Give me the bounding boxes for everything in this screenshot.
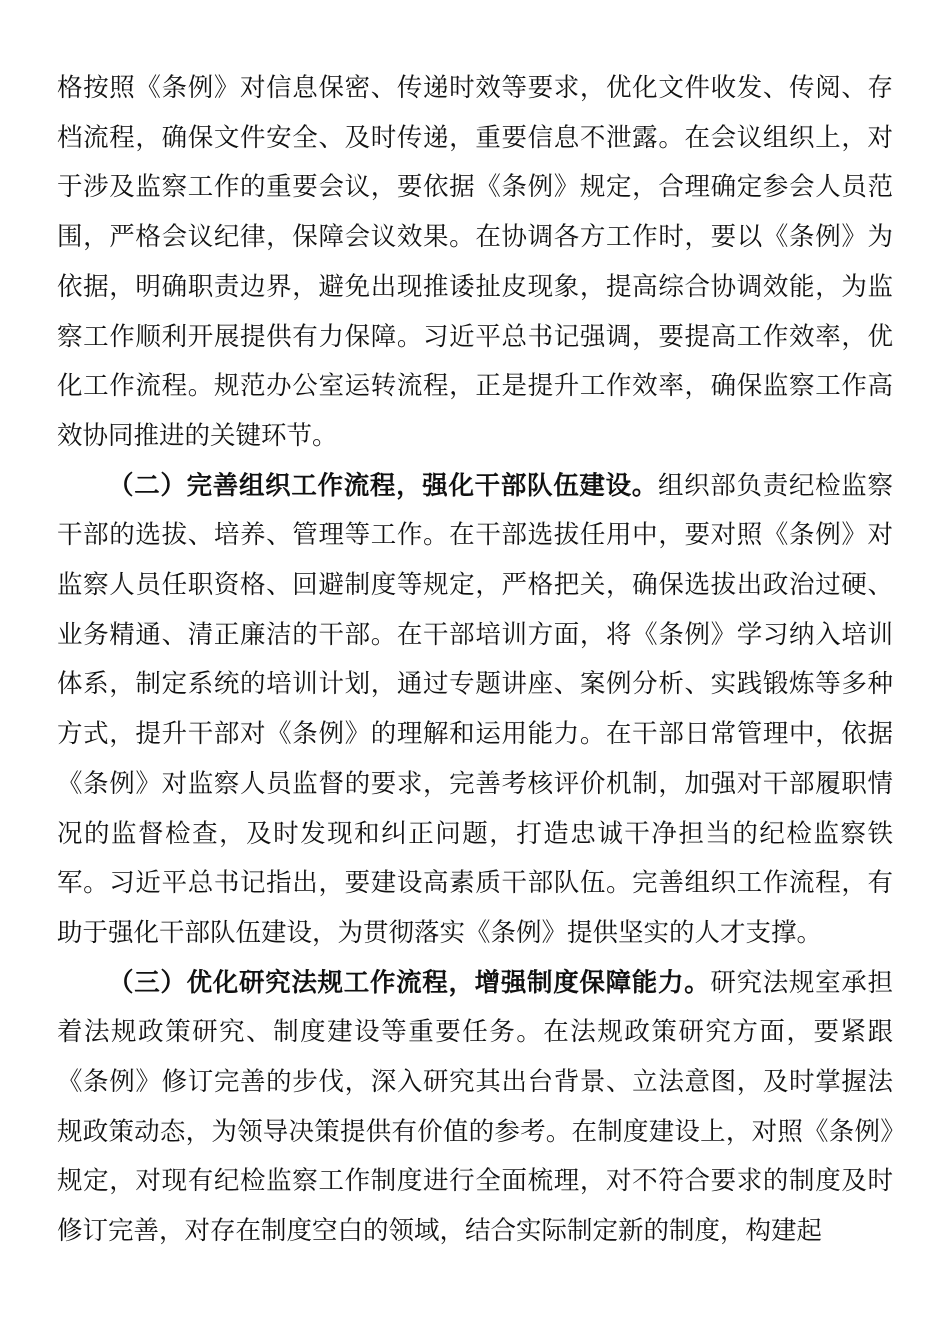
paragraph-body: 格按照《条例》对信息保密、传递时效等要求，优化文件收发、传阅、存档流程，确保文件安全、及时传递，重要信息不泄露。在会议组织上，对于涉及监察工作的重要会议，要依据《条例》规定，合理确定参会人员范围，严格会议纪律，保障会议效果。在协调各方工作时，要以《条例》为依据，明确职责边界，避免出现推诿扯皮现象，提高综合协调效能，为监察工作顺利开展提供有力保障。习近平总书记强调，要提高工作效率，优化工作流程。规范办公室运转流程，正是提升工作效率，确保监察工作高效协同推进的关键环节。 [57, 73, 893, 451]
paragraph-body: 组织部负责纪检监察干部的选拔、培养、管理等工作。在干部选拔任用中，要对照《条例》对监察人员任职资格、回避制度等规定，严格把关，确保选拔出政治过硬、业务精通、清正廉洁的干部。在干部培训方面，将《条例》学习纳入培训体系，制定系统的培训计划，通过专题讲座、案例分析、实践锻炼等多种方式，提升干部对《条例》的理解和运用能力。在干部日常管理中，依据《条例》对监察人员监督的要求，完善考核评价机制，加强对干部履职情况的监督检查，及时发现和纠正问题，打造忠诚干净担当的纪检监察铁军。习近平总书记指出，要建设高素质干部队伍。完善组织工作流程，有助于强化干部队伍建设，为贯彻落实《条例》提供坚实的人才支撑。 [57, 470, 893, 948]
document-page [57, 64, 893, 1257]
paragraph-organization-workflow [57, 462, 893, 959]
paragraph-office-workflow [57, 64, 893, 462]
section-heading-3: （三）优化研究法规工作流程，增强制度保障能力。 [108, 967, 711, 998]
paragraph-body: 研究法规室承担着法规政策研究、制度建设等重要任务。在法规政策研究方面，要紧跟《条例》修订完善的步伐，深入研究其出台背景、立法意图，及时掌握法规政策动态，为领导决策提供有价值的参考。在制度建设上，对照《条例》规定，对现有纪检监察工作制度进行全面梳理，对不符合要求的制度及时修订完善，对存在制度空白的领域，结合实际制定新的制度，构建起 [57, 967, 893, 1247]
section-heading-2: （二）完善组织工作流程，强化干部队伍建设。 [108, 470, 658, 501]
paragraph-regulation-workflow [57, 959, 893, 1257]
